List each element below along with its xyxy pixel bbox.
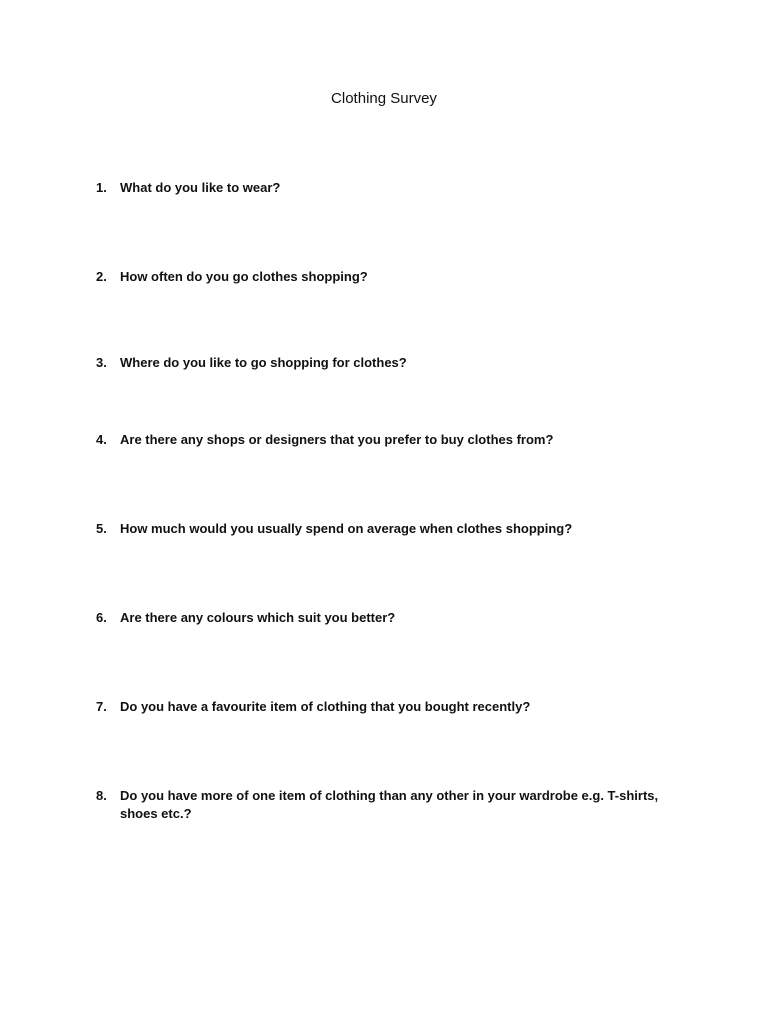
question-text: Do you have more of one item of clothing than any other in your wardrobe e.g. T-shirts, shoes etc.? (120, 788, 659, 821)
question-text: Where do you like to go shopping for clothes? (120, 355, 407, 370)
question-text: Do you have a favourite item of clothing that you bought recently? (120, 699, 531, 714)
survey-question (96, 268, 686, 286)
question-number: 3. (96, 355, 107, 370)
survey-question (96, 520, 686, 538)
question-number: 7. (96, 699, 107, 714)
document-title: Clothing Survey (331, 90, 437, 107)
question-number: 4. (96, 432, 107, 447)
question-number: 6. (96, 610, 107, 625)
survey-question (96, 787, 686, 823)
survey-question (96, 431, 686, 449)
survey-question (96, 698, 686, 716)
question-number: 1. (96, 180, 107, 195)
question-text: How often do you go clothes shopping? (120, 269, 368, 284)
question-text: What do you like to wear? (120, 180, 281, 195)
survey-question (96, 179, 686, 197)
survey-question (96, 354, 686, 372)
question-text: Are there any shops or designers that you prefer to buy clothes from? (120, 432, 554, 447)
question-number: 8. (96, 788, 107, 803)
survey-question (96, 609, 686, 627)
question-number: 5. (96, 521, 107, 536)
question-number: 2. (96, 269, 107, 284)
question-text: How much would you usually spend on average when clothes shopping? (120, 521, 573, 536)
question-text: Are there any colours which suit you better? (120, 610, 396, 625)
